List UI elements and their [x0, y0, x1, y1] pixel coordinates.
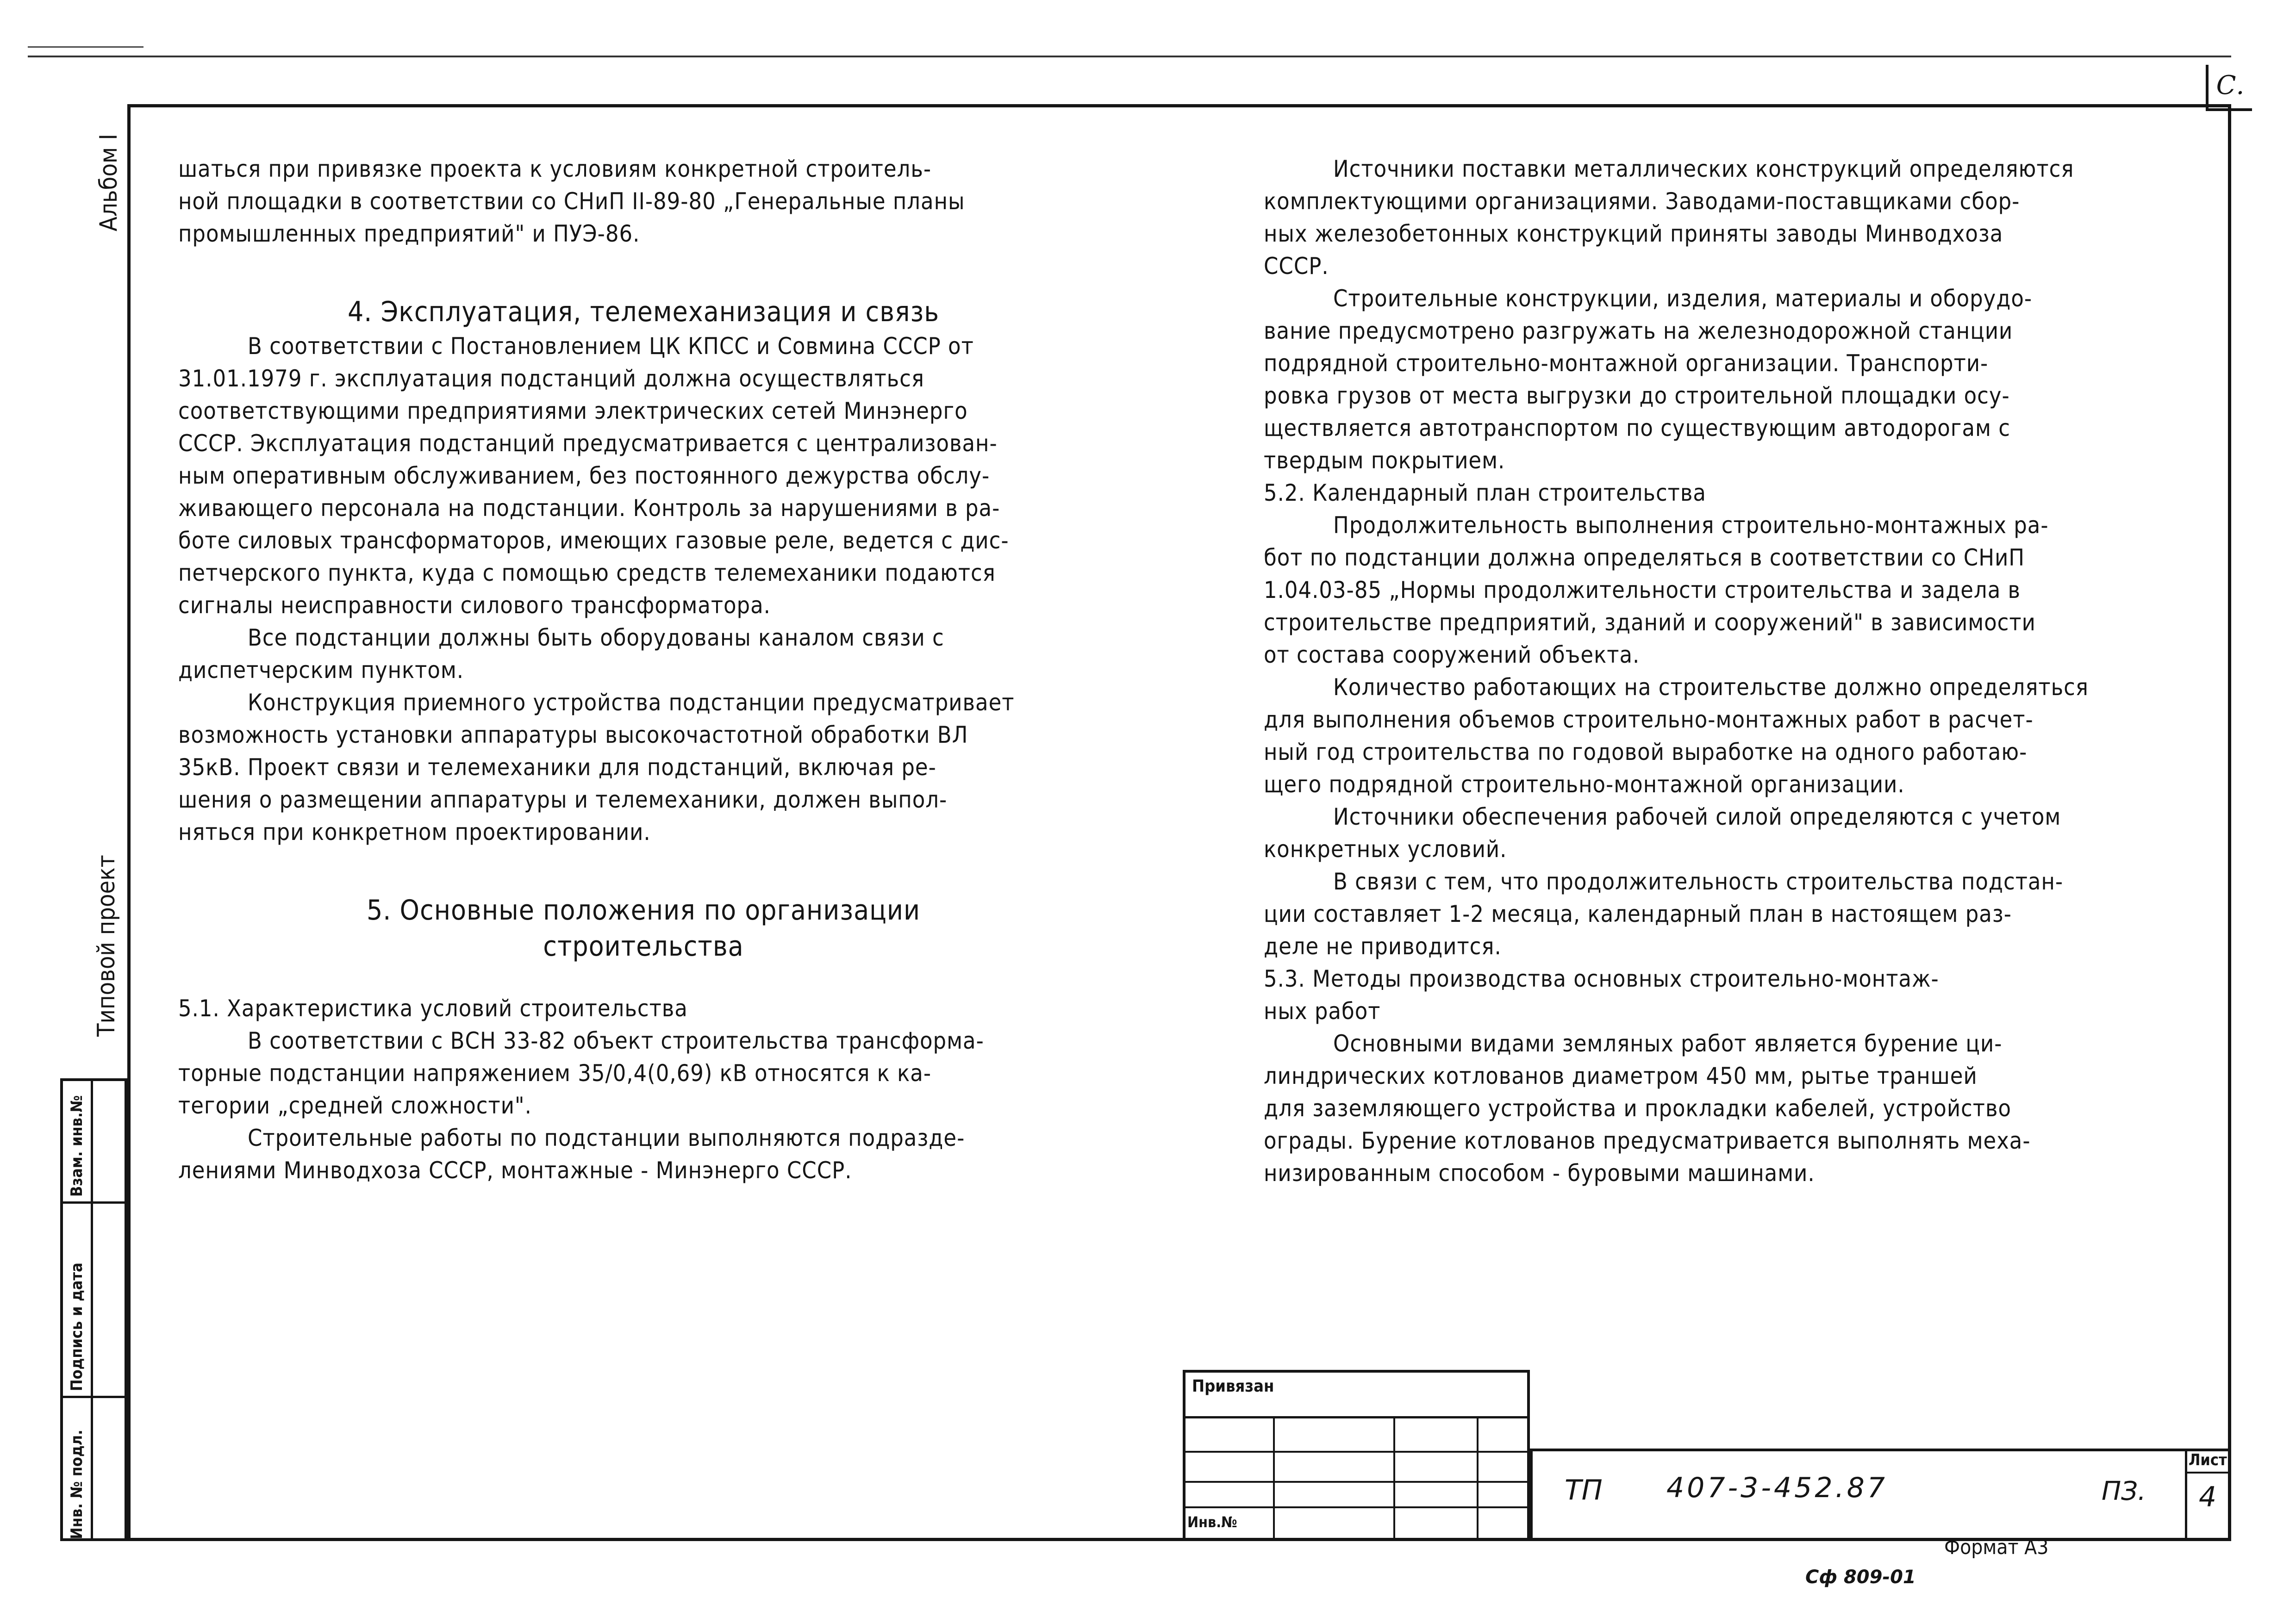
text-line: комплектующими организациями. Заводами-поставщиками сбор-: [1264, 188, 2020, 215]
text-line: В соответствии с Постановлением ЦК КПСС и Совмина СССР от: [248, 333, 974, 360]
doc-prefix: ТП: [1565, 1474, 1603, 1506]
text-line: 5.3. Методы производства основных строительно-монтаж-: [1264, 965, 1939, 992]
right-text-column: [1264, 153, 2213, 1189]
text-line: В связи с тем, что продолжительность строительства подстан-: [1333, 868, 2064, 895]
text-line: ных работ: [1264, 998, 1381, 1025]
stamp-vertical-divider: [91, 1081, 93, 1538]
text-line: диспетчерским пунктом.: [178, 657, 464, 684]
stamp-label-signature: Подпись и дата: [68, 1262, 86, 1391]
text-line: няться при конкретном проектировании.: [178, 819, 651, 846]
text-line: 35кВ. Проект связи и телемеханики для подстанций, включая ре-: [178, 754, 936, 781]
paragraph-gap: [178, 848, 1109, 892]
format-label: Формат А3: [1944, 1536, 2049, 1559]
text-line: бот по подстанции должна определяться в соответствии со СНиП: [1264, 544, 2025, 571]
text-line: шения о размещении аппаратуры и телемеханики, должен выпол-: [178, 786, 948, 813]
text-line: для заземляющего устройства и прокладки кабелей, устройство: [1264, 1095, 2012, 1122]
text-line: ществляется автотранспортом по существующим автодорогам с: [1264, 415, 2010, 442]
stamp-label-inv: Инв. № подл.: [68, 1430, 86, 1539]
text-line: ным оперативным обслуживанием, без постоянного дежурства обслу-: [178, 462, 990, 489]
stamp-divider: [63, 1201, 125, 1204]
section-heading: 5. Основные положения по организации: [366, 894, 921, 927]
top-rule-short: [28, 46, 144, 48]
text-line: ции составляет 1-2 месяца, календарный план в настоящем раз-: [1264, 901, 2012, 927]
text-line: Количество работающих на строительстве должно определяться: [1333, 674, 2089, 701]
inv-number-label: Инв.№: [1187, 1513, 1237, 1531]
text-line: 5.2. Календарный план строительства: [1264, 479, 1706, 506]
text-line: СССР.: [1264, 253, 1329, 280]
text-line: возможность установки аппаратуры высокочастотной обработки ВЛ: [178, 721, 968, 748]
title-grid-col: [1477, 1416, 1479, 1541]
sheet-label: Лист: [2189, 1451, 2227, 1469]
text-line: подрядной строительно-монтажной организации. Транспорти-: [1264, 350, 1989, 377]
sheet-cell-divider: [2185, 1449, 2187, 1541]
text-line: ограды. Бурение котлованов предусматривается выполнять меха-: [1264, 1127, 2031, 1154]
text-line: СССР. Эксплуатация подстанций предусматривается с централизован-: [178, 430, 998, 457]
doc-number: 407-3-452.87: [1666, 1472, 1888, 1504]
text-line: 1.04.03-85 „Нормы продолжительности строительства и задела в: [1264, 577, 2021, 603]
text-line: ных железобетонных конструкций приняты заводы Минводхоза: [1264, 220, 2003, 247]
text-line: живающего персонала на подстанции. Контроль за нарушениями в ра-: [178, 495, 1000, 522]
text-line: Строительные работы по подстанции выполняются подразде-: [248, 1125, 965, 1151]
text-line: строительстве предприятий, зданий и сооружений" в зависимости: [1264, 609, 2036, 636]
text-line: Продолжительность выполнения строительно-монтажных ра-: [1333, 512, 2049, 539]
paragraph-gap: [178, 964, 1109, 992]
text-line: щего подрядной строительно-монтажной организации.: [1264, 771, 1905, 798]
title-grid-col: [1273, 1416, 1275, 1541]
text-line: 5.1. Характеристика условий строительства: [178, 995, 688, 1022]
corner-mark: С.: [2206, 65, 2252, 111]
section-heading: 4. Эксплуатация, телемеханизация и связь: [347, 296, 940, 328]
text-line: шаться при привязке проекта к условиям конкретной строитель-: [178, 155, 932, 182]
form-code: Сф 809-01: [1805, 1567, 1916, 1588]
linked-label: Привязан: [1192, 1377, 1274, 1396]
stamp-divider: [63, 1396, 125, 1398]
text-line: соответствующими предприятиями электрических сетей Минэнерго: [178, 398, 968, 424]
text-line: петчерского пункта, куда с помощью средств телемеханики подаются: [178, 560, 996, 586]
stamp-label-replace: Взам. инв.№: [68, 1095, 86, 1197]
text-line: сигналы неисправности силового трансформатора.: [178, 592, 771, 619]
text-line: боте силовых трансформаторов, имеющих газовые реле, ведется с дис-: [178, 527, 1009, 554]
album-label: Альбом I: [95, 134, 123, 231]
text-line: ной площадки в соответствии со СНиП II-89-80 „Генеральные планы: [178, 188, 965, 215]
text-line: низированным способом - буровыми машинами.: [1264, 1160, 1815, 1187]
text-line: тегории „средней сложности".: [178, 1092, 532, 1119]
left-text-column: [178, 153, 1109, 1187]
paragraph-gap: [178, 250, 1109, 294]
text-line: от состава сооружений объекта.: [1264, 641, 1640, 668]
sheet-number: 4: [2199, 1481, 2217, 1513]
text-line: деле не приводится.: [1264, 933, 1502, 960]
text-line: лениями Минводхоза СССР, монтажные - Минэнерго СССР.: [178, 1157, 852, 1184]
text-line: Источники обеспечения рабочей силой определяются с учетом: [1333, 803, 2061, 830]
text-line: ный год строительства по годовой выработке на одного работаю-: [1264, 739, 2028, 765]
title-grid-col: [1393, 1416, 1395, 1541]
approval-stamp-strip: [60, 1078, 127, 1541]
text-line: В соответствии с ВСН 33-82 объект строительства трансформа-: [248, 1027, 984, 1054]
sheet-cell-line: [2185, 1472, 2231, 1474]
text-line: Основными видами земляных работ является бурение ци-: [1333, 1030, 2003, 1057]
text-line: Конструкция приемного устройства подстанции предусматривает: [248, 689, 1015, 716]
text-line: для выполнения объемов строительно-монтажных работ в расчет-: [1264, 706, 2034, 733]
text-line: Строительные конструкции, изделия, материалы и оборудо-: [1333, 285, 2033, 312]
top-rule: [28, 56, 2231, 57]
text-line: торные подстанции напряжением 35/0,4(0,69) кВ относятся к ка-: [178, 1060, 932, 1087]
doc-section: ПЗ.: [2102, 1476, 2146, 1506]
text-line: Все подстанции должны быть оборудованы каналом связи с: [248, 624, 944, 651]
text-line: Источники поставки металлических конструкций определяются: [1333, 155, 2074, 182]
project-type-label: Типовой проект: [93, 855, 120, 1037]
text-line: конкретных условий.: [1264, 836, 1507, 863]
text-line: 31.01.1979 г. эксплуатация подстанций должна осуществляться: [178, 365, 924, 392]
text-line: твердым покрытием.: [1264, 447, 1505, 474]
text-line: промышленных предприятий" и ПУЭ-86.: [178, 220, 640, 247]
text-line: вание предусмотрено разгружать на железнодорожной станции: [1264, 317, 2013, 344]
text-line: ровка грузов от места выгрузки до строительной площадки осу-: [1264, 382, 2010, 409]
section-heading: строительства: [543, 930, 744, 963]
text-line: линдрических котлованов диаметром 450 мм, рытье траншей: [1264, 1063, 1978, 1089]
